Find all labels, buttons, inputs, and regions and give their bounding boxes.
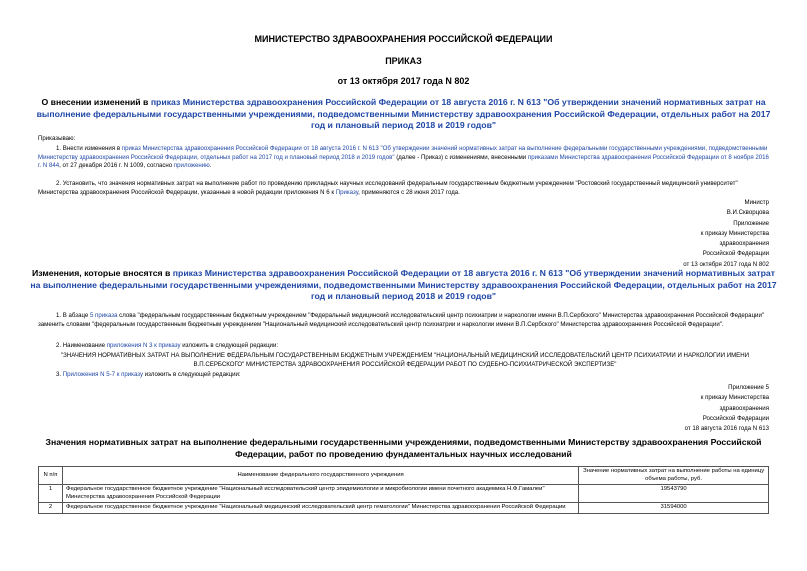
order-title	[30, 97, 777, 132]
change-2-quote: "ЗНАЧЕНИЯ НОРМАТИВНЫХ ЗАТРАТ НА ВЫПОЛНЕНИЕ ФЕДЕРАЛЬНЫМ ГОСУДАРСТВЕННЫМ БЮДЖЕТНЫМ УЧРЕЖДЕНИЕМ "НАЦИОНАЛЬНЫЙ МЕДИЦИНСКИЙ ИССЛЕДОВАТЕЛЬСКИЙ ЦЕНТР ПСИХИАТРИИ И НАРКОЛОГИИ ИМЕНИ В.П.СЕРБСКОГО" МИНИСТЕРСТВА ЗДРАВООХРАНЕНИЯ РОССИЙСКОЙ ФЕДЕРАЦИИ РАБОТ ПО СУДЕБНО-ПСИХИАТРИЧЕСКОЙ ЭКСПЕРТИЗЕ"	[60, 352, 750, 368]
intro-text: Приказываю:	[38, 135, 76, 142]
signature-position: Министр	[744, 199, 769, 206]
change-3-text-b: изложить в следующей редакции:	[143, 371, 241, 378]
change-1-text-b: слова "федеральным государственным бюджетным учреждением "Федеральный медицинский исследовательский центр психиатрии и наркологии имени В.П.Сербского" Министерства здравоохранения Российской Федерации" заменить словами "федеральным государственным бюджетным учреждением "Национальный медицинский исследовательский центр психиатрии и наркологии имени В.П.Сербского" Министерства здравоохранения Российской Федерации".	[38, 312, 765, 328]
changes-title-prefix: Изменения, которые вносятся в	[31, 268, 173, 278]
change-1	[38, 312, 769, 329]
signature-block	[683, 198, 769, 270]
appendix-1-line-5: от 13 октября 2017 года N 802	[683, 260, 769, 268]
item-2-text-b: , применяются с 28 июня 2017 года.	[358, 188, 460, 196]
change-3-text-a: 3.	[56, 371, 63, 378]
signature-name: В.И.Скворцова	[726, 209, 769, 217]
item-1-text-c: , от 27 декабря 2016 г. N 1009, согласно	[59, 162, 174, 170]
appendix-5-line-5: от 18 августа 2016 года N 613	[684, 425, 769, 433]
appendix-5-line-2: к приказу Министерства	[700, 394, 769, 402]
item-1-text-a: 1. Внести изменения в	[56, 145, 122, 152]
appendix-5-line-4: Российской Федерации	[702, 414, 769, 422]
appendix-1-line-4: Российской Федерации	[702, 250, 769, 258]
change-2-text-a: 2. Наименование	[56, 342, 107, 349]
table-row	[39, 503, 769, 514]
order-date: от 13 октября 2017 года N 802	[337, 76, 470, 86]
header-institution: Наименование федерального государственного учреждения	[62, 467, 578, 485]
item-1-link-appendix[interactable]: приложению	[173, 162, 210, 170]
changes-title-link[interactable]: приказ Министерства здравоохранения Российской Федерации от 18 августа 2016 г. N 613 "Об утверждении значений нормативных затрат на выполнение федеральными государственными учреждениями, подведомственными Министерству здравоохранения Российской Федерации, отдельных работ на 2017 год и плановый период 2018 и 2019 годов"	[30, 268, 777, 301]
row-institution: Федеральное государственное бюджетное учреждение "Национальный исследовательский центр эпидемиологии и микробиологии имени почетного академика Н.Ф.Гамалеи" Министерства здравоохранения Российской Федерации	[62, 485, 578, 503]
appendix-1-line-2: к приказу Министерства	[700, 229, 769, 237]
change-2-link[interactable]: приложения N 3 к приказу	[106, 342, 181, 349]
appendix-5-block	[685, 383, 769, 434]
item-1	[38, 145, 769, 171]
appendix-1-line-1: Приложение	[733, 219, 769, 227]
norm-cost-table	[38, 466, 769, 514]
row-number: 2	[39, 503, 63, 514]
change-1-link[interactable]: 5 приказа	[89, 312, 118, 319]
table-header-row	[39, 467, 769, 485]
appendix-1-line-3: здравоохранения	[719, 240, 769, 248]
row-number: 1	[39, 485, 63, 503]
table-title: Значения нормативных затрат на выполнение федеральными государственными учреждениями, подведомственными Министерству здравоохранения Российской Федерации, работ по проведению фундаментальных научных исследований	[45, 437, 762, 459]
order-title-prefix: О внесении изменений в	[41, 97, 151, 107]
item-2-text-a: 2. Установить, что значения нормативных затрат на выполнение работ по проведению прикладных научных исследований федеральным государственным бюджетным учреждением "Ростовский государственный медицинский университет" Министерства здравоохранения Российской Федерации, указанные в новой редакции приложения N 6 к	[38, 180, 738, 196]
header-cost: Значение нормативных затрат на выполнение работы на единицу объема работы, руб.	[579, 467, 769, 485]
row-cost: 19543790	[579, 485, 769, 503]
ministry-heading: МИНИСТЕРСТВО ЗДРАВООХРАНЕНИЯ РОССИЙСКОЙ ФЕДЕРАЦИИ	[254, 34, 553, 44]
item-1-link-order[interactable]: приказ Министерства здравоохранения Российской Федерации от 18 августа 2016 г. N 613 "Об утверждении значений нормативных затрат на выполнение федеральными государственными учреждениями, подведомственными Министерству здравоохранения Российской Федерации, отдельных работ на 2017 год и плановый период 2018 и 2019 годов"	[38, 145, 768, 161]
change-1-text-a: 1. В абзаце	[56, 312, 90, 319]
change-3	[38, 371, 769, 380]
change-2-text-b: изложить в следующей редакции:	[180, 342, 279, 349]
order-title-link[interactable]: приказ Министерства здравоохранения Российской Федерации от 18 августа 2016 г. N 613 "Об утверждении значений нормативных затрат на выполнение федеральными государственными учреждениями, подведомственными Министерству здравоохранения Российской Федерации, отдельных работ на 2017 год и плановый период 2018 и 2019 годов"	[36, 97, 771, 130]
appendix-5-line-1: Приложение 5	[728, 384, 769, 391]
header-number: N п/п	[39, 467, 63, 485]
change-2	[38, 342, 769, 351]
row-institution: Федеральное государственное бюджетное учреждение "Национальный медицинский исследовательский центр гематологии" Министерства здравоохранения Российской Федерации	[62, 503, 578, 514]
change-3-link[interactable]: Приложения N 5-7 к приказу	[62, 371, 144, 378]
item-2-link-order[interactable]: Приказу	[335, 188, 359, 196]
item-1-link-orders[interactable]: приказами Министерства здравоохранения Российской Федерации от 8 ноября 2016 г. N 844	[38, 153, 769, 170]
order-word: ПРИКАЗ	[385, 56, 422, 66]
item-1-text-b: (далее - Приказ) с изменениями, внесенными	[394, 153, 528, 161]
row-cost: 31594000	[579, 503, 769, 514]
changes-title	[30, 268, 777, 303]
item-1-text-d: .	[209, 162, 212, 170]
appendix-5-line-3: здравоохранения	[719, 404, 769, 412]
item-2	[38, 180, 769, 197]
table-row	[39, 485, 769, 503]
